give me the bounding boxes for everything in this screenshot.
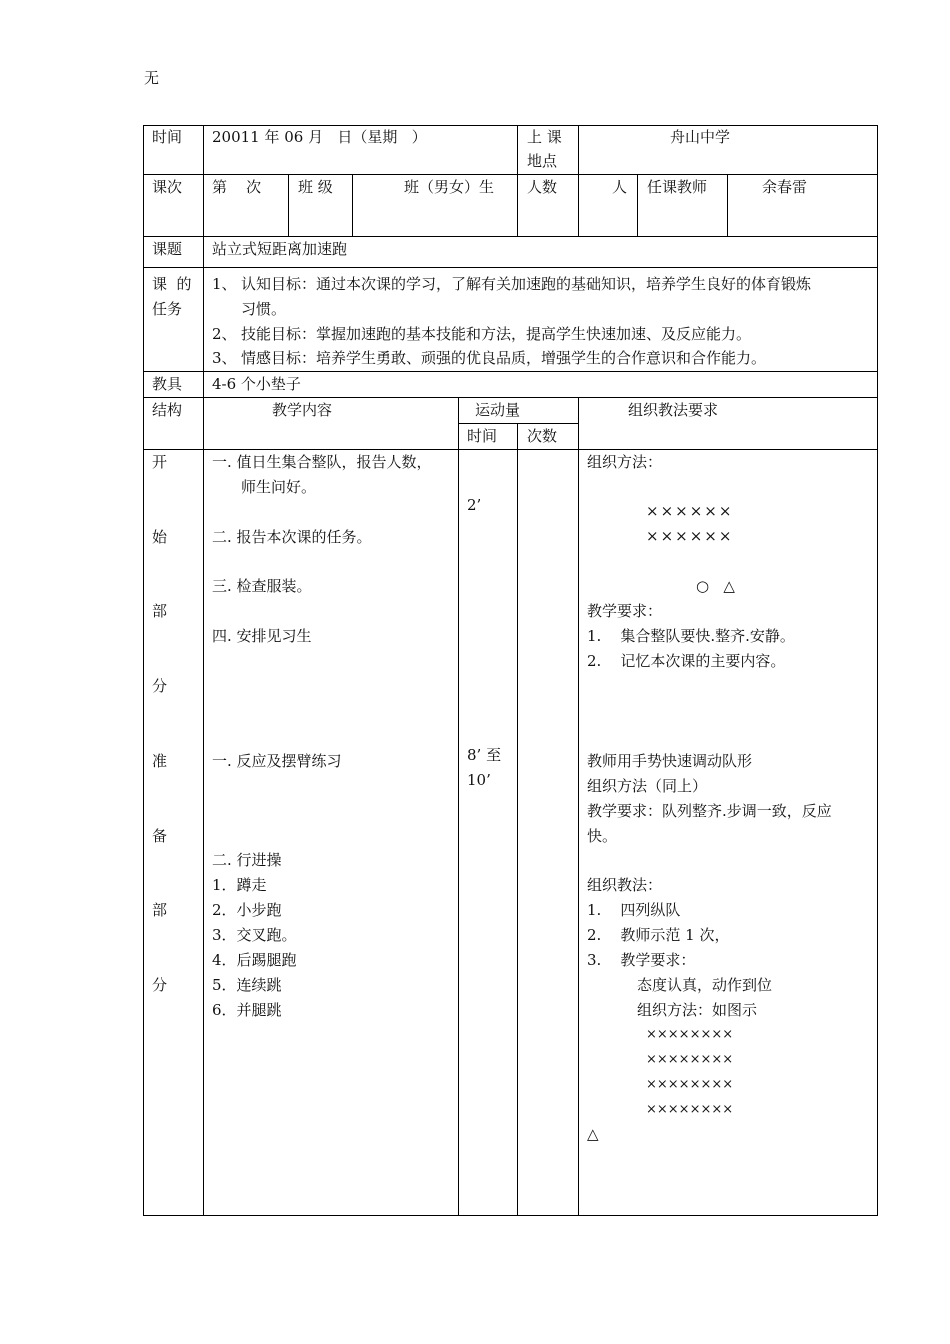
teacher-label: 任课教师 xyxy=(647,178,708,196)
content-header: 教学内容 xyxy=(272,401,333,419)
small-formation-row: ×××××××× xyxy=(646,1102,734,1117)
tasks-label-2: 任务 xyxy=(152,300,183,318)
prep-item: 1．蹲走 xyxy=(212,876,267,894)
structure-char: 备 xyxy=(152,827,168,845)
structure-char: 分 xyxy=(152,677,168,695)
prep-item: 4．后踢腿跑 xyxy=(212,951,297,969)
structure-header: 结构 xyxy=(152,401,183,419)
triangle-icon: △ xyxy=(587,1125,599,1143)
org-label: 组织方法： xyxy=(587,453,663,471)
task-num-1: 1、 xyxy=(212,275,237,293)
content-start-1: 一. 值日生集合整队，报告人数， xyxy=(212,453,432,471)
count-label: 人数 xyxy=(527,178,558,196)
class-label: 班 级 xyxy=(298,178,333,196)
tasks-label-1: 课 的 xyxy=(152,275,192,293)
content-prep-1: 一. 反应及摆臂练习 xyxy=(212,752,342,770)
org2-sub: 组织方法：如图示 xyxy=(637,1001,758,1019)
prep-method-line: 教师用手势快速调动队形 xyxy=(587,752,753,770)
structure-char: 准 xyxy=(152,752,168,770)
content-start-4: 四. 安排见习生 xyxy=(212,627,312,645)
structure-char: 始 xyxy=(152,528,168,546)
prep-item: 2．小步跑 xyxy=(212,901,282,919)
time-label: 时间 xyxy=(152,128,183,146)
structure-char: 部 xyxy=(152,602,168,620)
small-formation-row: ×××××××× xyxy=(646,1077,734,1092)
class-value: 班（男女）生 xyxy=(404,178,495,196)
count-header: 次数 xyxy=(527,427,558,445)
content-start-3: 三. 检查服装。 xyxy=(212,577,312,595)
place-value: 舟山中学 xyxy=(670,128,731,146)
prep-method-line: 教学要求：队列整齐.步调一致，反应 xyxy=(587,802,832,820)
count-unit: 人 xyxy=(612,178,628,196)
date-value: 20011 年 06 月 日（星期 ） xyxy=(212,128,427,146)
org2-item: 1. 四列纵队 xyxy=(587,901,681,919)
content-prep-2: 二. 行进操 xyxy=(212,851,282,869)
req-item: 1. 集合整队要快.整齐.安静。 xyxy=(587,627,795,645)
session-value: 第 次 xyxy=(212,178,262,196)
structure-char: 部 xyxy=(152,901,168,919)
equipment-value: 4-6 个小垫子 xyxy=(212,375,301,393)
formation-row-2: ×××××× xyxy=(646,527,734,545)
org2-item: 3. 教学要求： xyxy=(587,951,696,969)
session-label: 课次 xyxy=(152,178,183,196)
topic-label: 课题 xyxy=(152,240,183,258)
req-label: 教学要求： xyxy=(587,602,663,620)
small-formation-row: ×××××××× xyxy=(646,1052,734,1067)
content-start-2: 二. 报告本次课的任务。 xyxy=(212,528,372,546)
topic-value: 站立式短距离加速跑 xyxy=(212,240,348,258)
header-mark: 无 xyxy=(144,69,160,87)
task-2-line1: 技能目标：掌握加速跑的基本技能和方法，提高学生快速加速、及反应能力。 xyxy=(241,325,752,343)
small-formation-row: ×××××××× xyxy=(646,1027,734,1042)
equipment-label: 教具 xyxy=(152,375,183,393)
teacher-value: 余春雷 xyxy=(762,178,808,196)
structure-char: 开 xyxy=(152,453,168,471)
method-header: 组织教法要求 xyxy=(628,401,719,419)
time-start: 2’ xyxy=(467,496,482,514)
load-header: 运动量 xyxy=(475,401,521,419)
prep-item: 6．并腿跳 xyxy=(212,1001,282,1019)
prep-method-line: 快。 xyxy=(587,827,618,845)
place-label-1: 上 课 xyxy=(527,128,562,146)
task-num-2: 2、 xyxy=(212,325,237,343)
content-start-1b: 师生问好。 xyxy=(241,478,317,496)
req-item: 2. 记忆本次课的主要内容。 xyxy=(587,652,786,670)
task-num-3: 3、 xyxy=(212,349,237,367)
task-1-line2: 习惯。 xyxy=(241,300,287,318)
prep-item: 5．连续跳 xyxy=(212,976,282,994)
task-1-line1: 认知目标：通过本次课的学习，了解有关加速跑的基础知识，培养学生良好的体育锻炼 xyxy=(241,275,812,293)
time-prep-2: 10’ xyxy=(467,771,491,789)
place-label-2: 地点 xyxy=(527,152,558,170)
prep-method-line: 组织方法（同上） xyxy=(587,777,708,795)
prep-item: 3．交叉跑。 xyxy=(212,926,297,944)
time-prep-1: 8’ 至 xyxy=(467,746,502,764)
org2-sub: 态度认真，动作到位 xyxy=(637,976,773,994)
time-header: 时间 xyxy=(467,427,498,445)
structure-char: 分 xyxy=(152,976,168,994)
formation-row-1: ×××××× xyxy=(646,502,734,520)
org2-item: 2. 教师示范 1 次， xyxy=(587,926,730,944)
org2-label: 组织教法： xyxy=(587,876,663,894)
task-3-line1: 情感目标：培养学生勇敢、顽强的优良品质，增强学生的合作意识和合作能力。 xyxy=(241,349,767,367)
teacher-symbols: ○ △ xyxy=(696,577,735,595)
